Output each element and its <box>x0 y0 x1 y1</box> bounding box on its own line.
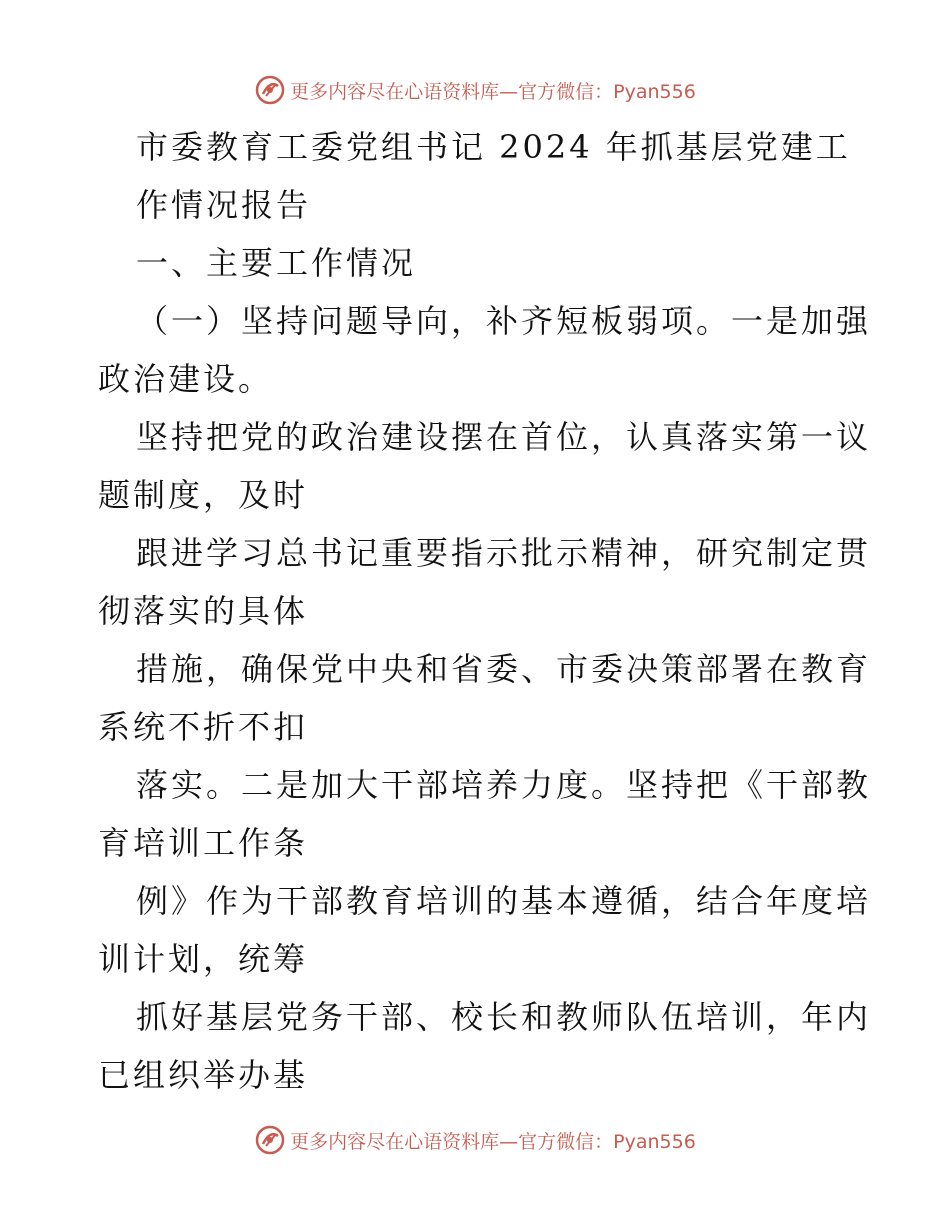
watermark-header <box>0 70 950 110</box>
watermark-footer <box>0 1120 950 1160</box>
paragraph-line: （一）坚持问题导向，补齐短板弱项。一是加强 <box>136 302 872 340</box>
paragraph-line: 落实。二是加大干部培养力度。坚持把《干部教 <box>136 766 872 804</box>
paragraph-line: 彻落实的具体 <box>98 592 309 630</box>
paragraph-line: 政治建设。 <box>98 360 274 398</box>
watermark-text: 更多内容尽在心语资料库—官方微信：Pyan556 <box>290 80 696 103</box>
paragraph-line: 坚持把党的政治建设摆在首位，认真落实第一议 <box>136 418 872 456</box>
paragraph-line: 例》作为干部教育培训的基本遵循，结合年度培 <box>136 882 872 920</box>
paragraph-line: 抓好基层党务干部、校长和教师队伍培训，年内 <box>136 998 872 1036</box>
paragraph-line: 题制度，及时 <box>98 476 309 514</box>
watermark-text: 更多内容尽在心语资料库—官方微信：Pyan556 <box>290 1130 696 1153</box>
paragraph-line: 育培训工作条 <box>98 824 309 862</box>
logo-icon <box>254 74 286 106</box>
section-heading: 一、主要工作情况 <box>136 244 417 282</box>
logo-icon <box>254 1124 286 1156</box>
paragraph-line: 训计划，统筹 <box>98 940 309 978</box>
document-body <box>98 118 872 1104</box>
paragraph-line: 系统不折不扣 <box>98 708 309 746</box>
paragraph-line: 措施，确保党中央和省委、市委决策部署在教育 <box>136 650 872 688</box>
title-line-1: 市委教育工委党组书记 2024 年抓基层党建工 <box>136 128 851 166</box>
title-line-2: 作情况报告 <box>136 186 312 224</box>
paragraph-line: 已组织举办基 <box>98 1056 309 1094</box>
paragraph-line: 跟进学习总书记重要指示批示精神，研究制定贯 <box>136 534 872 572</box>
